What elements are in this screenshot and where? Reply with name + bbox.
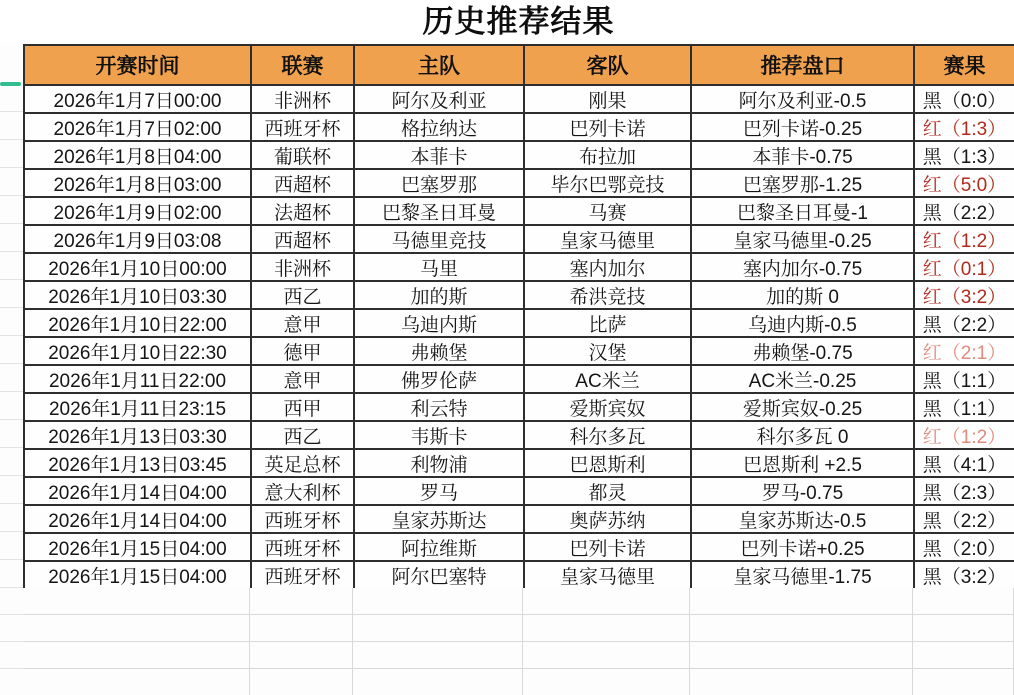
- empty-cell[interactable]: [690, 588, 913, 615]
- row-number-cell: [0, 560, 23, 588]
- cell-result[interactable]: 黑（1:1）: [915, 394, 1014, 422]
- cell-handicap[interactable]: 罗马-0.75: [692, 478, 915, 506]
- cell-away[interactable]: 汉堡: [525, 338, 692, 366]
- row-number-cell: [0, 392, 23, 420]
- row-number-cell: [0, 84, 23, 112]
- cell-handicap[interactable]: 巴列卡诺-0.25: [692, 114, 915, 142]
- cell-handicap[interactable]: 本菲卡-0.75: [692, 142, 915, 170]
- col-header-away[interactable]: 客队: [525, 46, 692, 86]
- cell-result[interactable]: 红（0:1）: [915, 254, 1014, 282]
- cell-away[interactable]: 巴列卡诺: [525, 534, 692, 562]
- cell-time[interactable]: 2026年1月7日02:00: [25, 114, 252, 142]
- table-row: [25, 450, 1014, 478]
- cell-handicap[interactable]: 皇家马德里-0.25: [692, 226, 915, 254]
- cell-result[interactable]: 红（5:0）: [915, 170, 1014, 198]
- cell-home[interactable]: 格拉纳达: [355, 114, 525, 142]
- cell-handicap[interactable]: 爱斯宾奴-0.25: [692, 394, 915, 422]
- cell-time[interactable]: 2026年1月10日00:00: [25, 254, 252, 282]
- cell-time[interactable]: 2026年1月10日22:30: [25, 338, 252, 366]
- row-number-cell: [0, 532, 23, 560]
- cell-home[interactable]: 罗马: [355, 478, 525, 506]
- table-row: [25, 534, 1014, 562]
- cell-away[interactable]: 布拉加: [525, 142, 692, 170]
- cell-time[interactable]: 2026年1月11日22:00: [25, 366, 252, 394]
- row-number-cell: [0, 642, 23, 669]
- cell-time[interactable]: 2026年1月13日03:30: [25, 422, 252, 450]
- cell-handicap[interactable]: 巴黎圣日耳曼-1: [692, 198, 915, 226]
- empty-cell[interactable]: [23, 615, 250, 642]
- empty-cell[interactable]: [690, 642, 913, 669]
- table-row: [25, 226, 1014, 254]
- selection-marker: [0, 82, 21, 86]
- cell-result[interactable]: 黑（2:3）: [915, 478, 1014, 506]
- cell-home[interactable]: 佛罗伦萨: [355, 366, 525, 394]
- cell-league[interactable]: 西超杯: [252, 226, 355, 254]
- col-header-league[interactable]: 联赛: [252, 46, 355, 86]
- cell-handicap[interactable]: 加的斯 0: [692, 282, 915, 310]
- row-number-cell: [0, 669, 23, 695]
- cell-result[interactable]: 黑（2:2）: [915, 198, 1014, 226]
- cell-league[interactable]: 西班牙杯: [252, 534, 355, 562]
- table-row: [25, 394, 1014, 422]
- empty-cell[interactable]: [23, 669, 250, 695]
- cell-league[interactable]: 非洲杯: [252, 86, 355, 114]
- cell-handicap[interactable]: 皇家苏斯达-0.5: [692, 506, 915, 534]
- cell-result[interactable]: 黑（1:1）: [915, 366, 1014, 394]
- empty-cell[interactable]: [353, 642, 523, 669]
- empty-cell[interactable]: [353, 588, 523, 615]
- row-number-cell: [0, 504, 23, 532]
- row-number-cell: [0, 588, 23, 615]
- cell-time[interactable]: 2026年1月8日04:00: [25, 142, 252, 170]
- row-number-strip: [0, 44, 23, 695]
- cell-time[interactable]: 2026年1月13日03:45: [25, 450, 252, 478]
- empty-row: [23, 669, 1014, 695]
- table-row: [25, 198, 1014, 226]
- cell-result[interactable]: 红（2:1）: [915, 338, 1014, 366]
- cell-result[interactable]: 红（1:2）: [915, 226, 1014, 254]
- empty-cell[interactable]: [353, 615, 523, 642]
- page-title: 历史推荐结果: [422, 4, 615, 39]
- cell-league[interactable]: 法超杯: [252, 198, 355, 226]
- cell-away[interactable]: AC米兰: [525, 366, 692, 394]
- cell-away[interactable]: 希洪竞技: [525, 282, 692, 310]
- cell-home[interactable]: 巴黎圣日耳曼: [355, 198, 525, 226]
- table-body: [25, 86, 1014, 590]
- empty-cell[interactable]: [523, 615, 690, 642]
- row-number-cell: [0, 615, 23, 642]
- cell-time[interactable]: 2026年1月11日23:15: [25, 394, 252, 422]
- cell-time[interactable]: 2026年1月15日04:00: [25, 534, 252, 562]
- row-number-cell: [0, 364, 23, 392]
- empty-cell[interactable]: [353, 669, 523, 695]
- cell-league[interactable]: 英足总杯: [252, 450, 355, 478]
- cell-league[interactable]: 西班牙杯: [252, 506, 355, 534]
- cell-away[interactable]: 巴恩斯利: [525, 450, 692, 478]
- empty-cell[interactable]: [523, 588, 690, 615]
- empty-grid-rows: [23, 588, 1014, 695]
- cell-result[interactable]: 黑（0:0）: [915, 86, 1014, 114]
- empty-cell[interactable]: [250, 642, 353, 669]
- empty-cell[interactable]: [913, 669, 1014, 695]
- table-row: [25, 86, 1014, 114]
- empty-cell[interactable]: [523, 669, 690, 695]
- results-table: [23, 44, 1014, 590]
- empty-cell[interactable]: [913, 642, 1014, 669]
- cell-away[interactable]: 奥萨苏纳: [525, 506, 692, 534]
- col-header-result[interactable]: 赛果: [915, 46, 1014, 86]
- cell-time[interactable]: 2026年1月9日02:00: [25, 198, 252, 226]
- row-number-cell: [0, 280, 23, 308]
- empty-cell[interactable]: [250, 669, 353, 695]
- cell-league[interactable]: 西班牙杯: [252, 562, 355, 590]
- table-header-row: [25, 46, 1014, 86]
- cell-league[interactable]: 意大利杯: [252, 478, 355, 506]
- cell-time[interactable]: 2026年1月8日03:00: [25, 170, 252, 198]
- row-number-cell: [0, 196, 23, 224]
- row-number-cell: [0, 420, 23, 448]
- cell-league[interactable]: 意甲: [252, 310, 355, 338]
- cell-away[interactable]: 科尔多瓦: [525, 422, 692, 450]
- cell-away[interactable]: 皇家马德里: [525, 562, 692, 590]
- cell-home[interactable]: 马德里竞技: [355, 226, 525, 254]
- cell-away[interactable]: 巴列卡诺: [525, 114, 692, 142]
- cell-away[interactable]: 马赛: [525, 198, 692, 226]
- table-row: [25, 478, 1014, 506]
- cell-time[interactable]: 2026年1月14日04:00: [25, 478, 252, 506]
- cell-home[interactable]: 马里: [355, 254, 525, 282]
- cell-time[interactable]: 2026年1月9日03:08: [25, 226, 252, 254]
- cell-result[interactable]: 红（1:2）: [915, 422, 1014, 450]
- cell-league[interactable]: 西甲: [252, 394, 355, 422]
- cell-result[interactable]: 黑（2:0）: [915, 534, 1014, 562]
- table-row: [25, 506, 1014, 534]
- empty-row: [23, 642, 1014, 669]
- table-row: [25, 562, 1014, 590]
- row-number-cell: [0, 224, 23, 252]
- cell-result[interactable]: 红（3:2）: [915, 282, 1014, 310]
- empty-row: [23, 615, 1014, 642]
- empty-cell[interactable]: [690, 669, 913, 695]
- cell-home[interactable]: 加的斯: [355, 282, 525, 310]
- row-number-cell: [0, 336, 23, 364]
- cell-result[interactable]: 黑（3:2）: [915, 562, 1014, 590]
- table-row: [25, 114, 1014, 142]
- cell-home[interactable]: 弗赖堡: [355, 338, 525, 366]
- table-row: [25, 310, 1014, 338]
- cell-league[interactable]: 西超杯: [252, 170, 355, 198]
- cell-home[interactable]: 利物浦: [355, 450, 525, 478]
- cell-away[interactable]: 塞内加尔: [525, 254, 692, 282]
- empty-cell[interactable]: [913, 588, 1014, 615]
- cell-away[interactable]: 刚果: [525, 86, 692, 114]
- cell-handicap[interactable]: 巴恩斯利 +2.5: [692, 450, 915, 478]
- cell-handicap[interactable]: 阿尔及利亚-0.5: [692, 86, 915, 114]
- cell-home[interactable]: 阿尔巴塞特: [355, 562, 525, 590]
- cell-home[interactable]: 利云特: [355, 394, 525, 422]
- cell-home[interactable]: 本菲卡: [355, 142, 525, 170]
- row-number-cell: [0, 112, 23, 140]
- col-header-handicap[interactable]: 推荐盘口: [692, 46, 915, 86]
- cell-league[interactable]: 西乙: [252, 282, 355, 310]
- empty-cell[interactable]: [523, 642, 690, 669]
- cell-time[interactable]: 2026年1月14日04:00: [25, 506, 252, 534]
- cell-home[interactable]: 巴塞罗那: [355, 170, 525, 198]
- table-row: [25, 366, 1014, 394]
- cell-time[interactable]: 2026年1月15日04:00: [25, 562, 252, 590]
- cell-handicap[interactable]: 巴塞罗那-1.25: [692, 170, 915, 198]
- table-row: [25, 338, 1014, 366]
- cell-result[interactable]: 红（1:3）: [915, 114, 1014, 142]
- empty-cell[interactable]: [23, 642, 250, 669]
- cell-away[interactable]: 皇家马德里: [525, 226, 692, 254]
- cell-league[interactable]: 西班牙杯: [252, 114, 355, 142]
- cell-handicap[interactable]: 弗赖堡-0.75: [692, 338, 915, 366]
- cell-away[interactable]: 比萨: [525, 310, 692, 338]
- cell-time[interactable]: 2026年1月10日03:30: [25, 282, 252, 310]
- cell-home[interactable]: 乌迪内斯: [355, 310, 525, 338]
- table-row: [25, 254, 1014, 282]
- row-number-cell: [0, 308, 23, 336]
- table-row: [25, 170, 1014, 198]
- cell-handicap[interactable]: 塞内加尔-0.75: [692, 254, 915, 282]
- row-number-cell: [0, 140, 23, 168]
- row-number-cell: [0, 476, 23, 504]
- cell-result[interactable]: 黑（2:2）: [915, 310, 1014, 338]
- empty-cell[interactable]: [23, 588, 250, 615]
- col-header-time[interactable]: 开赛时间: [25, 46, 252, 86]
- table-row: [25, 142, 1014, 170]
- cell-home[interactable]: 皇家苏斯达: [355, 506, 525, 534]
- col-header-home[interactable]: 主队: [355, 46, 525, 86]
- cell-handicap[interactable]: 科尔多瓦 0: [692, 422, 915, 450]
- cell-away[interactable]: 毕尔巴鄂竞技: [525, 170, 692, 198]
- cell-league[interactable]: 葡联杯: [252, 142, 355, 170]
- cell-handicap[interactable]: 巴列卡诺+0.25: [692, 534, 915, 562]
- empty-cell[interactable]: [250, 615, 353, 642]
- cell-home[interactable]: 阿拉维斯: [355, 534, 525, 562]
- cell-handicap[interactable]: 皇家马德里-1.75: [692, 562, 915, 590]
- row-number-cell: [0, 168, 23, 196]
- empty-cell[interactable]: [913, 615, 1014, 642]
- cell-away[interactable]: 爱斯宾奴: [525, 394, 692, 422]
- row-number-cell: [0, 448, 23, 476]
- cell-home[interactable]: 韦斯卡: [355, 422, 525, 450]
- cell-home[interactable]: 阿尔及利亚: [355, 86, 525, 114]
- cell-time[interactable]: 2026年1月7日00:00: [25, 86, 252, 114]
- empty-cell[interactable]: [690, 615, 913, 642]
- cell-result[interactable]: 黑（1:3）: [915, 142, 1014, 170]
- empty-cell[interactable]: [250, 588, 353, 615]
- cell-time[interactable]: 2026年1月10日22:00: [25, 310, 252, 338]
- table-row: [25, 282, 1014, 310]
- cell-result[interactable]: 黑（2:2）: [915, 506, 1014, 534]
- cell-result[interactable]: 黑（4:1）: [915, 450, 1014, 478]
- cell-league[interactable]: 意甲: [252, 366, 355, 394]
- row-number-cell: [0, 252, 23, 280]
- table-row: [25, 422, 1014, 450]
- cell-away[interactable]: 都灵: [525, 478, 692, 506]
- empty-row: [23, 588, 1014, 615]
- cell-handicap[interactable]: 乌迪内斯-0.5: [692, 310, 915, 338]
- cell-league[interactable]: 西乙: [252, 422, 355, 450]
- cell-league[interactable]: 非洲杯: [252, 254, 355, 282]
- cell-handicap[interactable]: AC米兰-0.25: [692, 366, 915, 394]
- cell-league[interactable]: 德甲: [252, 338, 355, 366]
